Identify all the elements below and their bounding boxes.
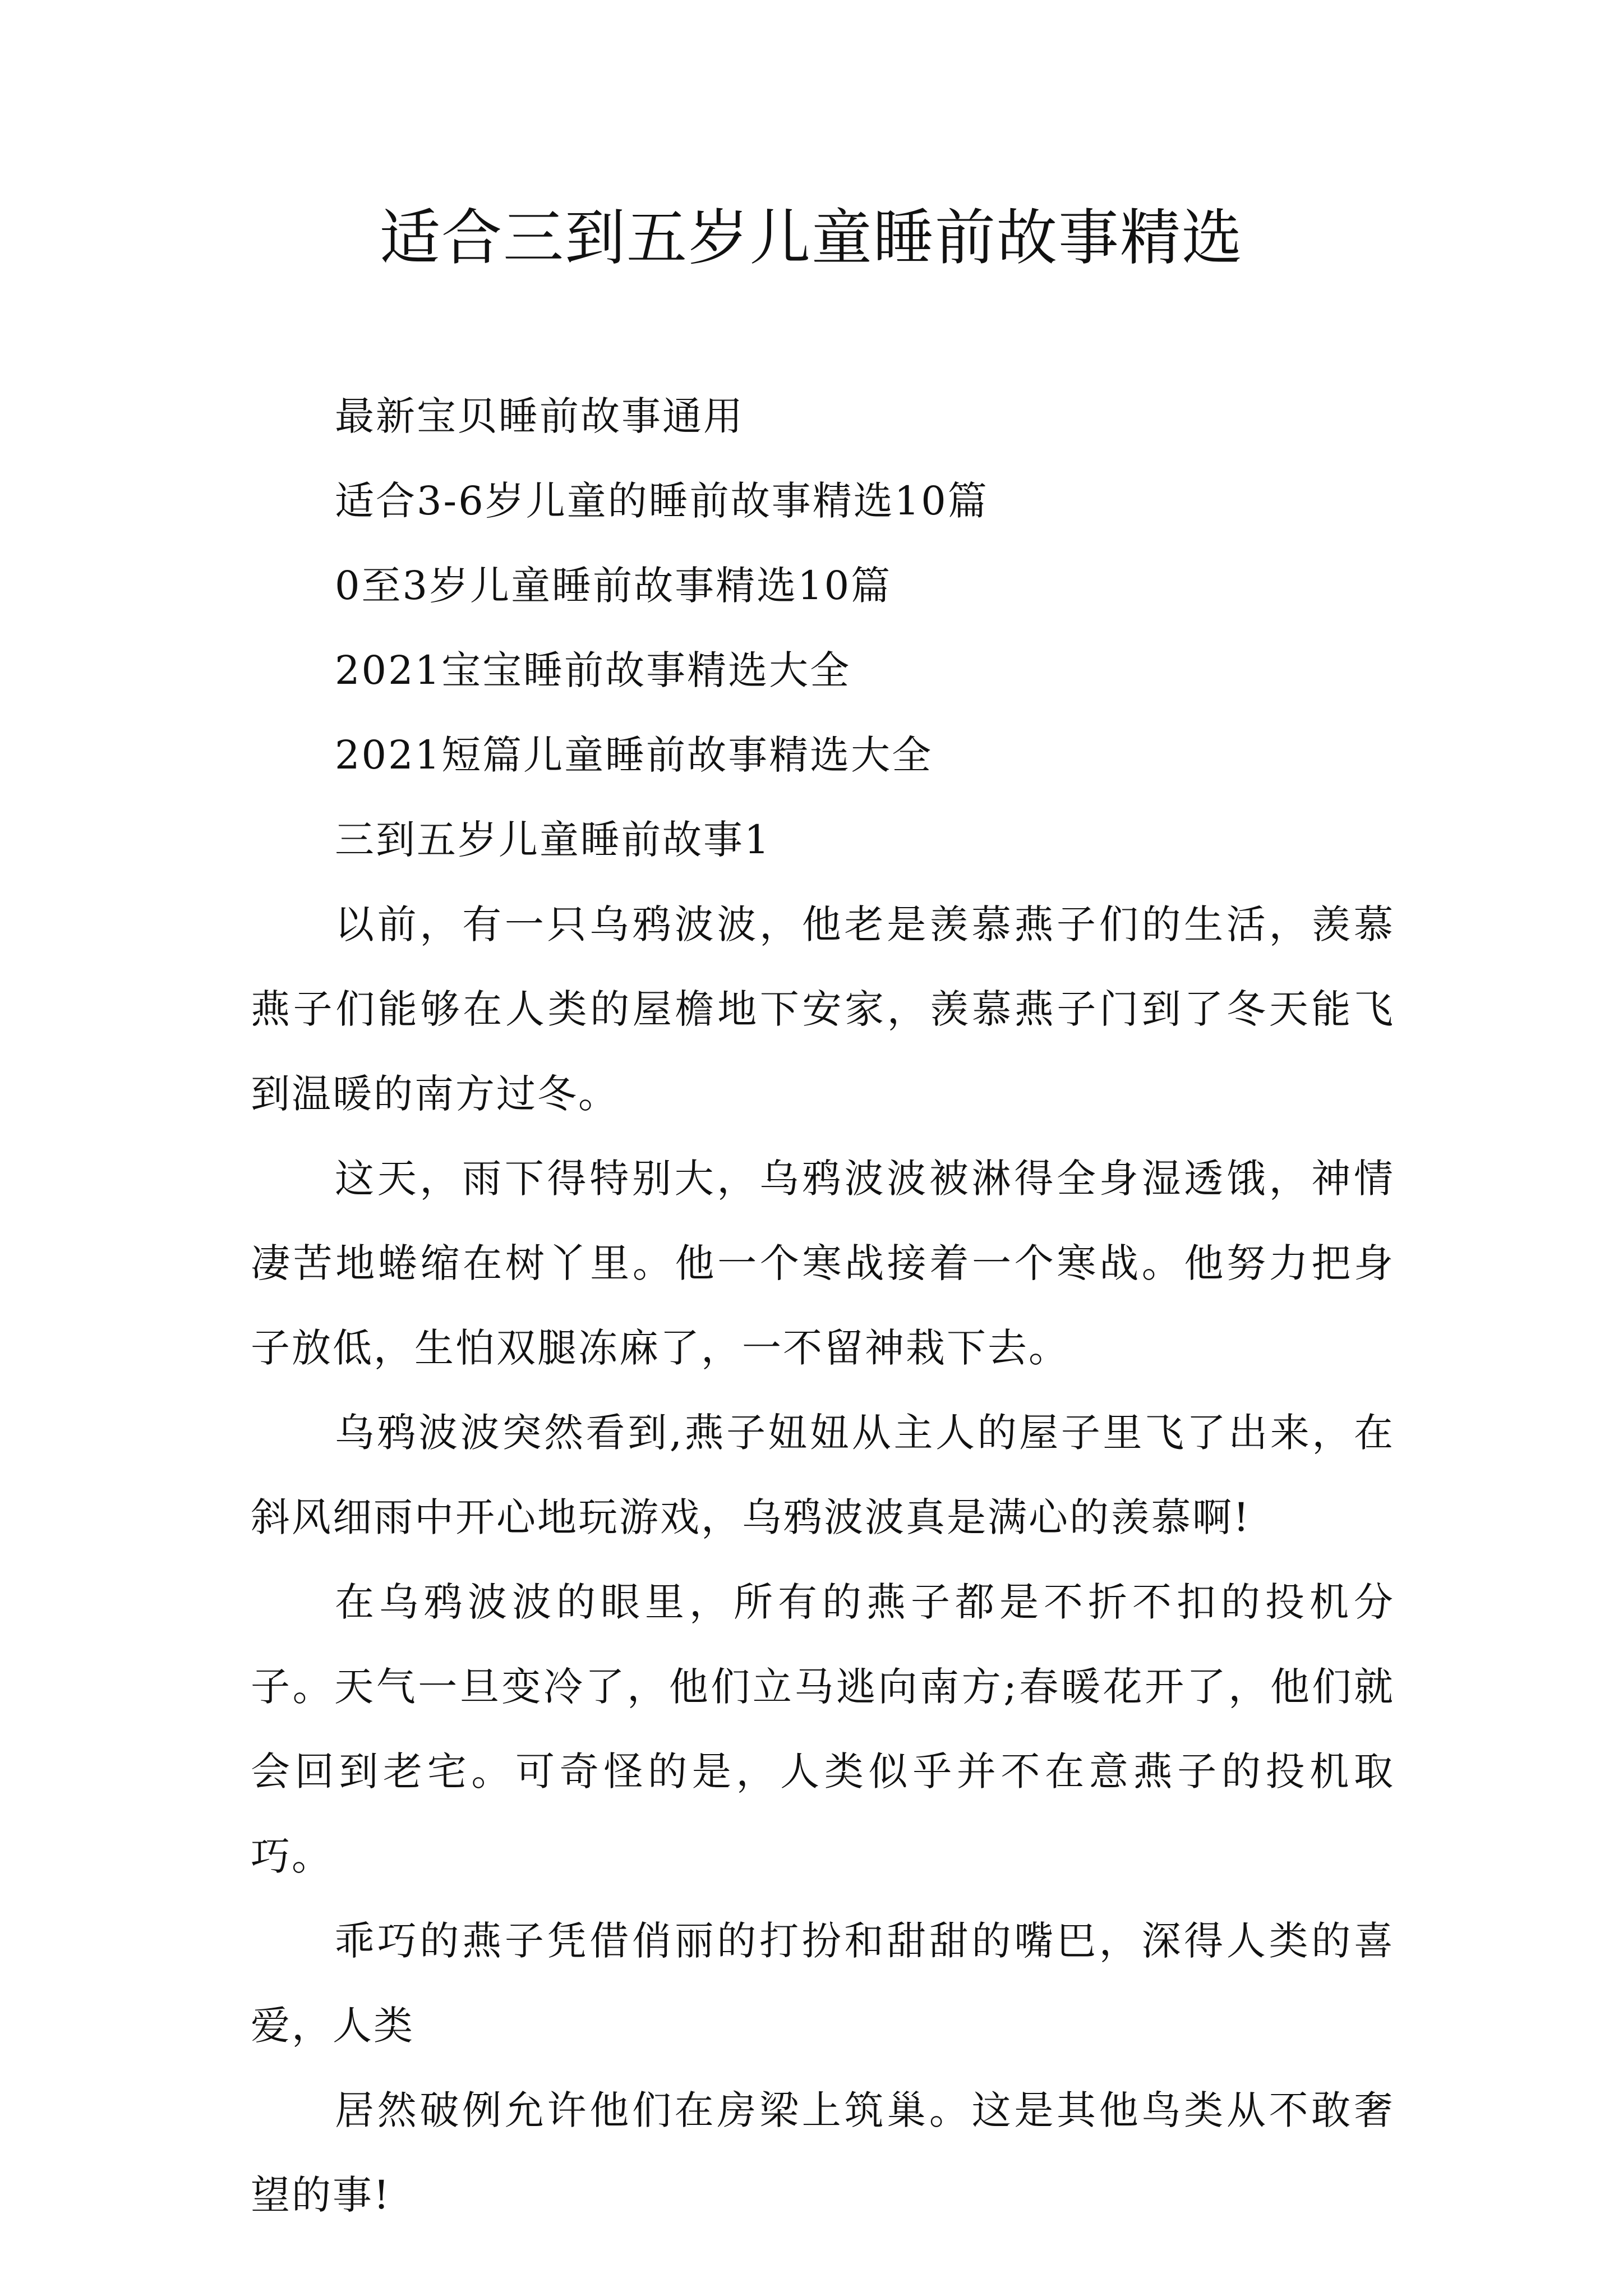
paragraph: 2021宝宝睡前故事精选大全 [335, 647, 851, 693]
paragraph: 乌鸦波波突然看到,燕子妞妞从主人的屋子里飞了出来，在斜风细雨中开心地玩游戏，乌鸦波波真是满心的羡慕啊! [251, 1410, 1395, 1540]
paragraph: 居然破例允许他们在房梁上筑巢。这是其他鸟类从不敢奢望的事! [251, 2087, 1395, 2218]
paragraph: 适合3-6岁儿童的睡前故事精选10篇 [335, 478, 989, 524]
paragraph: 最新宝贝睡前故事通用 [335, 393, 744, 439]
paragraph: 乖巧的燕子凭借俏丽的打扮和甜甜的嘴巴，深得人类的喜爱，人类 [251, 1918, 1395, 2049]
document-title: 适合三到五岁儿童睡前故事精选 [379, 203, 1243, 273]
paragraph: 2021短篇儿童睡前故事精选大全 [335, 732, 933, 778]
paragraph: 0至3岁儿童睡前故事精选10篇 [335, 563, 892, 609]
paragraph: 三到五岁儿童睡前故事1 [335, 817, 771, 863]
paragraph: 以前，有一只乌鸦波波，他老是羡慕燕子们的生活，羡慕燕子们能够在人类的屋檐地下安家，羡慕燕子门到了冬天能飞到温暖的南方过冬。 [251, 901, 1395, 1117]
document-body [251, 374, 1395, 2238]
paragraph: 在乌鸦波波的眼里，所有的燕子都是不折不扣的投机分子。天气一旦变冷了，他们立马逃向南方;春暖花开了，他们就会回到老宅。可奇怪的是，人类似乎并不在意燕子的投机取巧。 [251, 1579, 1395, 1879]
paragraph: 这天，雨下得特别大，乌鸦波波被淋得全身湿透饿，神情凄苦地蜷缩在树丫里。他一个寒战接着一个寒战。他努力把身子放低，生怕双腿冻麻了，一不留神栽下去。 [251, 1156, 1395, 1371]
